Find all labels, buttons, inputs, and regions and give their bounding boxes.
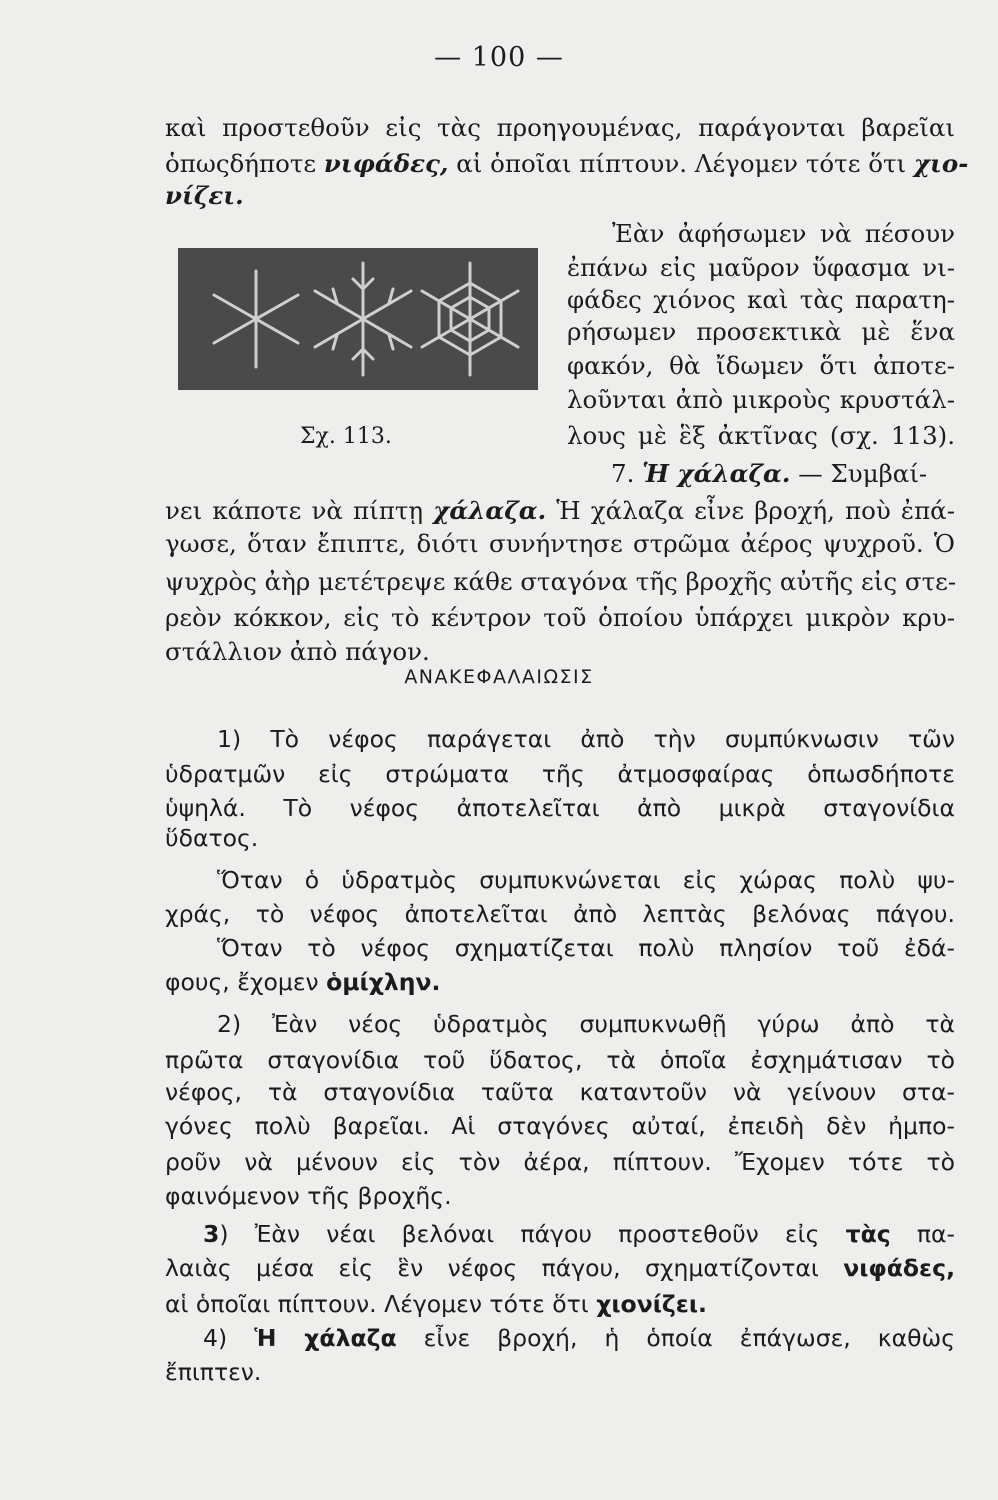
text-line	[165, 112, 955, 144]
summary-line-text: 1) Τὸ νέφος παράγεται ἀπὸ τὴν συμπύκνωσιν τῶν	[217, 725, 955, 753]
text-line	[165, 180, 244, 212]
snowflake-figure	[178, 248, 538, 390]
summary-line	[217, 864, 955, 896]
text-line	[567, 284, 955, 316]
summary-line-text: 4)	[203, 1324, 255, 1352]
summary-line-text: Ἡ χάλαζα	[254, 1324, 397, 1352]
summary-line-text: ὕδατος.	[165, 824, 259, 852]
summary-line	[165, 1356, 261, 1388]
text-line	[165, 148, 969, 180]
summary-line	[203, 1322, 955, 1354]
summary-line-text: λαιὰς μέσα εἰς ἓν νέφος πάγου, σχηματίζονται	[165, 1254, 844, 1282]
text-line	[612, 218, 955, 250]
summary-line	[217, 1008, 955, 1040]
summary-line	[165, 1076, 955, 1108]
summary-line-text: ὑψηλά. Τὸ νέφος ἀποτελεῖται ἀπὸ μικρὰ σταγονίδια	[165, 794, 955, 822]
text-line-text: ὁπωςδήποτε	[165, 149, 324, 178]
summary-line	[165, 898, 955, 930]
summary-line	[165, 1252, 955, 1284]
summary-line	[217, 932, 955, 964]
snowflake-crystals-image	[178, 248, 538, 390]
text-line-text: φακόν, θὰ ἴδωμεν ὅτι ἀποτε-	[567, 351, 955, 380]
summary-line-text: αἱ ὁποῖαι πίπτουν. Λέγομεν τότε ὅτι	[165, 1290, 597, 1318]
summary-heading: ΑΝΑΚΕΦΑΛΑΙΩΣΙΣ	[404, 666, 594, 688]
summary-line	[165, 792, 955, 824]
summary-line-text: πρῶτα σταγονίδια τοῦ ὕδατος, τὰ ὁποῖα ἐσχημάτισαν τὸ	[165, 1046, 955, 1074]
text-line	[165, 495, 955, 527]
text-line	[567, 384, 955, 416]
summary-line	[165, 1110, 955, 1142]
figure-caption: Σχ. 113.	[300, 424, 392, 449]
summary-line-text: γόνες πολὺ βαρεῖαι. Αἱ σταγόνες αὐταί, ἐπειδὴ δὲν ἠμπο-	[165, 1112, 955, 1140]
text-line-text: Ἡ χάλαζα εἶνε βροχή, ποὺ ἐπά-	[546, 496, 956, 525]
summary-line-text: ἔπιπτεν.	[165, 1358, 262, 1386]
text-line	[165, 636, 430, 668]
summary-line	[217, 723, 955, 755]
text-line-text: φάδες χιόνος καὶ τὰς παρατη-	[567, 285, 955, 314]
text-line-text: χιο-	[913, 149, 969, 178]
text-line	[567, 420, 955, 452]
summary-line-text: χιονίζει.	[596, 1290, 707, 1318]
hail-heading	[611, 458, 927, 490]
summary-line-text: φαινόμενον τῆς βροχῆς.	[165, 1182, 452, 1210]
summary-line	[203, 1218, 955, 1250]
text-line	[567, 316, 955, 348]
text-line-text: χάλαζα.	[433, 496, 547, 525]
summary-line	[165, 758, 955, 790]
text-line-text: νει κάποτε νὰ πίπτῃ	[165, 496, 434, 525]
summary-line-text: εἶνε βροχή, ἡ ὁποία ἐπάγωσε, καθὼς	[396, 1324, 955, 1352]
summary-line-text: φους, ἔχομεν	[165, 968, 327, 996]
summary-line	[165, 1288, 707, 1320]
text-line-text: γωσε, ὅταν ἔπιπτε, διότι συνήντησε στρῶμα ἀέρος ψυχροῦ. Ὁ	[165, 529, 955, 558]
text-line	[165, 602, 955, 634]
page-number: — 100 —	[434, 42, 564, 73]
text-line	[165, 528, 955, 560]
summary-line	[165, 822, 258, 854]
summary-line-text: 3	[203, 1220, 220, 1248]
summary-line	[165, 1146, 955, 1178]
hail-heading-title: Ἡ χάλαζα.	[642, 459, 791, 488]
text-line	[567, 350, 955, 382]
text-line-text: νίζει.	[165, 181, 244, 210]
text-line-text: ἐπάνω εἰς μαῦρον ὕφασμα νι-	[567, 253, 955, 282]
text-line-text: Ἐὰν ἀφήσωμεν νὰ πέσουν	[612, 219, 955, 248]
summary-line-text: ὁμίχλην.	[326, 968, 441, 996]
summary-line-text: πα-	[890, 1220, 955, 1248]
text-line-text: στάλλιον ἀπὸ πάγον.	[165, 637, 430, 666]
hail-heading-rest: — Συμβαί-	[790, 459, 928, 488]
text-line-text: λους μὲ ἓξ ἀκτῖνας (σχ. 113).	[567, 421, 955, 450]
summary-line-text: νιφάδες,	[843, 1254, 955, 1282]
summary-line-text: ὑδρατμῶν εἰς στρώματα τῆς ἀτμοσφαίρας ὁπωσδήποτε	[165, 760, 955, 788]
text-line	[567, 252, 955, 284]
summary-line	[165, 1044, 955, 1076]
text-line-text: νιφάδες,	[323, 149, 449, 178]
summary-line	[165, 966, 440, 998]
text-line-text: ρήσωμεν προσεκτικὰ μὲ ἕνα	[567, 317, 955, 346]
summary-line-text: χράς, τὸ νέφος ἀποτελεῖται ἀπὸ λεπτὰς βελόνας πάγου.	[165, 900, 955, 928]
text-line-text: αἱ ὁποῖαι πίπτουν. Λέγομεν τότε ὅτι	[448, 149, 914, 178]
text-line-text: λοῦνται ἀπὸ μικροὺς κρυστάλ-	[567, 385, 955, 414]
hail-heading-number: 7.	[611, 459, 643, 488]
text-line-text: ψυχρὸς ἀὴρ μετέτρεψε κάθε σταγόνα τῆς βροχῆς αὐτῆς εἰς στε-	[165, 567, 957, 596]
text-line	[165, 566, 955, 598]
summary-line-text: τὰς	[845, 1220, 891, 1248]
summary-line-text: Ὅταν ὁ ὑδρατμὸς συμπυκνώνεται εἰς χώρας πολὺ ψυ-	[217, 866, 955, 894]
text-line-text: καὶ προστεθοῦν εἰς τὰς προηγουμένας, παράγονται βαρεῖαι	[165, 113, 955, 142]
summary-line-text: ) Ἐὰν νέαι βελόναι πάγου προστεθοῦν εἰς	[219, 1220, 846, 1248]
summary-line-text: νέφος, τὰ σταγονίδια ταῦτα καταντοῦν νὰ γείνουν στα-	[165, 1078, 955, 1106]
summary-line-text: 2) Ἐὰν νέος ὑδρατμὸς συμπυκνωθῇ γύρω ἀπὸ τὰ	[217, 1010, 955, 1038]
summary-line-text: Ὅταν τὸ νέφος σχηματίζεται πολὺ πλησίον τοῦ ἐδά-	[217, 934, 955, 962]
summary-line	[165, 1180, 452, 1212]
summary-line-text: ροῦν νὰ μένουν εἰς τὸν ἀέρα, πίπτουν. Ἔχομεν τότε τὸ	[165, 1148, 955, 1176]
text-line-text: ρεὸν κόκκον, εἰς τὸ κέντρον τοῦ ὁποίου ὑπάρχει μικρὸν κρυ-	[165, 603, 955, 632]
